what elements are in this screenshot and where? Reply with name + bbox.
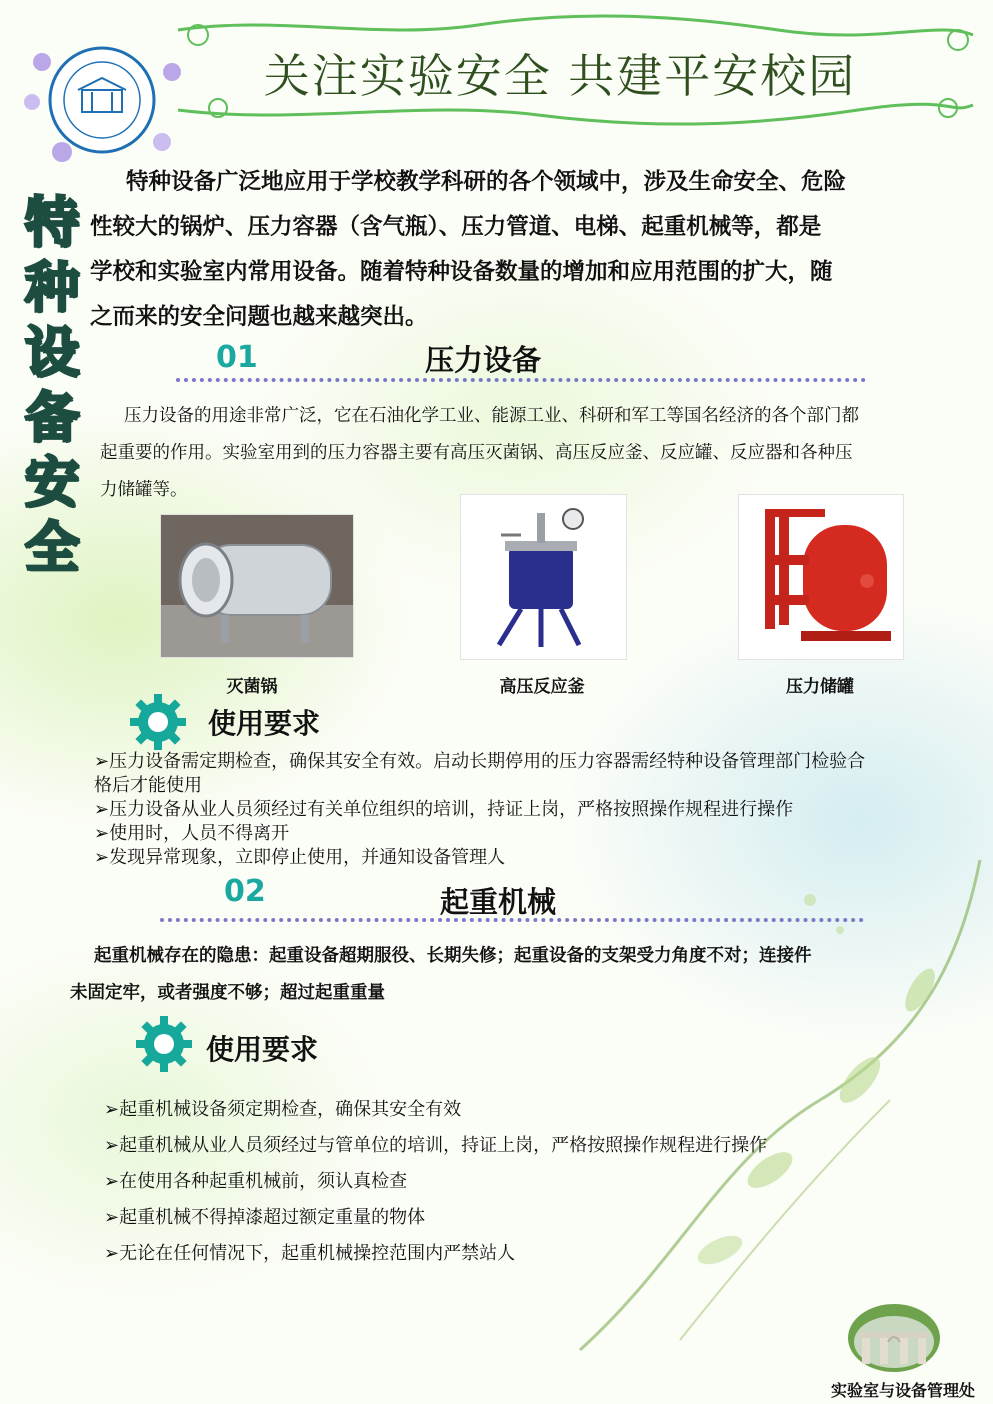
intro-paragraph [90,160,940,340]
section1-body-line: 起重要的作用。实验室用到的压力容器主要有高压灭菌锅、高压反应釜、反应罐、反应器和各种压 [100,443,853,463]
reactor-icon [461,495,626,659]
list-item: ➢发现异常现象，立即停止使用，并通知设备管理人 [94,847,506,868]
section1-body-line: 力储罐等。 [100,480,188,500]
side-title-char: 备 [25,386,79,449]
section2-divider [160,918,864,922]
section1-divider [176,378,866,382]
image-caption: 压力储罐 [786,677,854,697]
section2-number: 02 [224,874,266,909]
list-item: ➢起重机械从业人员须经过与管单位的培训，持证上岗，严格按照操作规程进行操作 [104,1135,768,1156]
side-title-char: 设 [25,321,79,384]
list-item: ➢压力设备从业人员须经过有关单位组织的培训，持证上岗，严格按照操作规程进行操作 [94,799,794,820]
side-title-char: 种 [25,256,79,319]
intro-line: 之而来的安全问题也越来越突出。 [90,304,428,330]
gear-icon [134,1014,194,1074]
list-item: ➢使用时，人员不得离开 [94,823,290,844]
footer-label: 实验室与设备管理处 [830,1381,975,1400]
section2-body [70,938,940,1012]
section2-title: 起重机械 [440,885,557,919]
side-title-char: 安 [25,451,79,514]
side-title-char: 特 [25,191,79,254]
intro-line: 特种设备广泛地应用于学校教学科研的各个领域中，涉及生命安全、危险 [126,169,847,195]
list-item: ➢在使用各种起重机械前，须认真检查 [104,1171,408,1192]
section2-requirements-title: 使用要求 [206,1033,319,1066]
section1-title: 压力设备 [425,343,542,377]
list-item: 格后才能使用 [94,775,202,796]
image-caption: 灭菌锅 [226,677,278,697]
section2-body-line: 起重机械存在的隐患：起重设备超期服役、长期失修；起重设备的支架受力角度不对；连接件 [94,946,812,966]
image-caption: 高压反应釜 [499,677,585,697]
side-title [22,190,82,580]
list-item: ➢起重机械不得掉漆超过额定重量的物体 [104,1207,426,1228]
section2-requirements-list [104,1092,767,1272]
university-seal-icon [12,22,192,172]
intro-line: 性较大的锅炉、压力容器（含气瓶）、压力管道、电梯、起重机械等，都是 [90,214,822,240]
reactor-image [460,494,627,660]
autoclave-icon [161,515,353,657]
list-item: ➢起重机械设备须定期检查，确保其安全有效 [104,1099,462,1120]
pressure-tank-icon [739,495,903,659]
section1-number: 01 [216,340,258,375]
gear-icon [128,692,188,752]
autoclave-image [160,514,354,658]
side-title-char: 全 [25,516,79,579]
section1-body-line: 压力设备的用途非常广泛，它在石油化学工业、能源工业、科研和军工等国名经济的各个部门都 [124,406,859,426]
section1-requirements-list [94,750,865,870]
section1-requirements-title: 使用要求 [208,707,321,740]
list-item: ➢无论在任何情况下，起重机械操控范围内严禁站人 [104,1243,516,1264]
section1-body [100,398,970,509]
section2-body-line: 未固定牢，或者强度不够；超过起重重量 [70,983,385,1003]
list-item: ➢压力设备需定期检查，确保其安全有效。启动长期停用的压力容器需经特种设备管理部门检验合 [94,751,866,772]
campus-gate-icon [846,1302,942,1374]
university-logo [12,22,192,172]
intro-line: 学校和实验室内常用设备。随着特种设备数量的增加和应用范围的扩大，随 [90,259,833,285]
pressure-tank-image [738,494,904,660]
page-title: 关注实验安全 共建平安校园 [263,49,857,103]
